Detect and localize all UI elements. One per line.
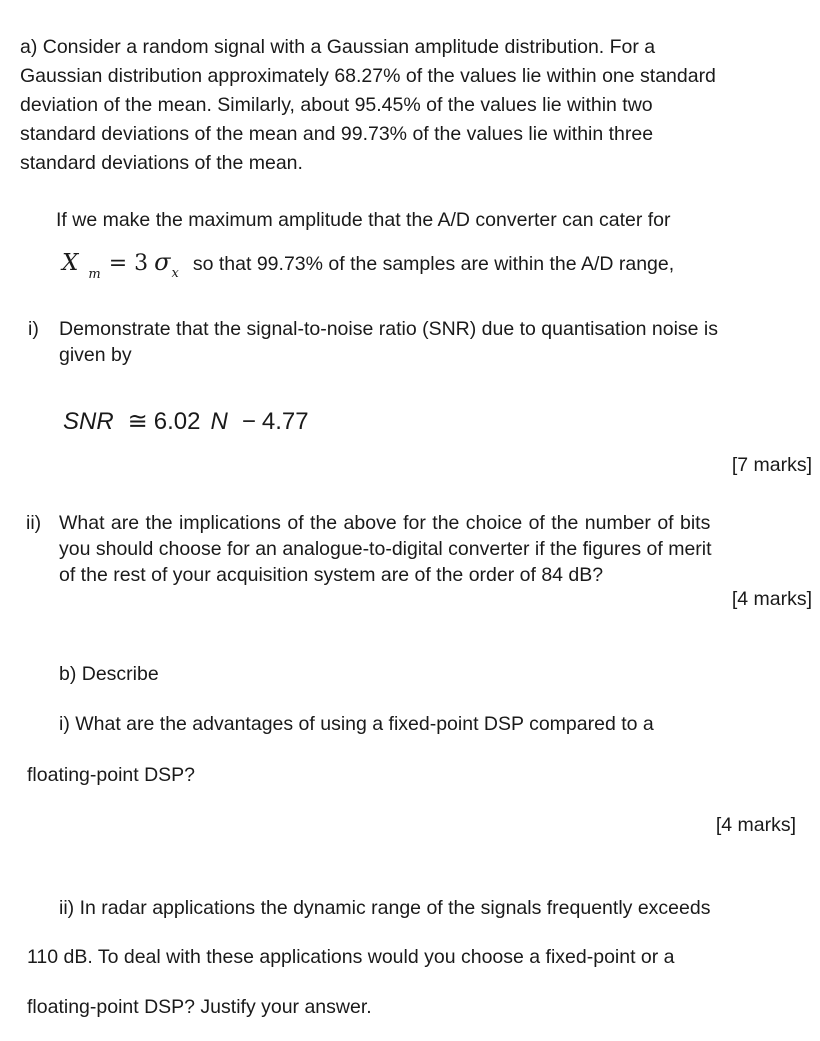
formula-equals-three: = 3: [108, 251, 149, 276]
formula-tail-text: so that 99.73% of the samples are within the A/D range,: [192, 253, 675, 275]
part-b-heading: b) Describe: [59, 663, 159, 685]
formula-sub-m: m: [88, 267, 101, 282]
snr-constant: 4.77: [261, 408, 309, 435]
part-b-question-ii-line-3: floating-point DSP? Justify your answer.: [27, 996, 372, 1018]
condition-line: If we make the maximum amplitude that the A/D converter can cater for: [56, 209, 671, 231]
formula-sigma: σ: [154, 248, 171, 276]
part-a-line-1: a) Consider a random signal with a Gaussian amplitude distribution. For a: [20, 36, 656, 58]
part-a-line-5: standard deviations of the mean.: [20, 152, 303, 174]
part-a-line-2: Gaussian distribution approximately 68.27% of the values lie within one standard: [20, 65, 716, 87]
question-ii-marks: [4 marks]: [731, 588, 812, 610]
formula-sub-x: x: [171, 266, 179, 281]
question-ii-line-3: of the rest of your acquisition system are of the order of 84 dB?: [59, 564, 604, 586]
question-ii-line-1: [59, 512, 812, 535]
question-ii-line-2: you should choose for an analogue-to-digital converter if the figures of merit: [59, 538, 712, 560]
part-b-question-ii-line-1: ii) In radar applications the dynamic range of the signals frequently exceeds: [59, 897, 711, 919]
snr-lhs: SNR: [63, 408, 114, 435]
part-b-question-i-line-2: floating-point DSP?: [27, 764, 196, 786]
question-i-line-2: given by: [59, 344, 132, 366]
question-i-label: i): [28, 318, 39, 340]
question-ii-label: ii): [26, 512, 42, 534]
question-ii-line-1-text: What are the implications of the above for the choice of the number of bits: [59, 512, 711, 534]
part-a-line-4: standard deviations of the mean and 99.73% of the values lie within three: [20, 123, 654, 145]
part-b-question-i-line-1: i) What are the advantages of using a fixed-point DSP compared to a: [59, 713, 654, 735]
formula-var-x: X: [62, 250, 79, 276]
part-b-question-ii-line-2: 110 dB. To deal with these applications would you choose a fixed-point or a: [27, 946, 675, 968]
question-i-line-1: Demonstrate that the signal-to-noise ratio (SNR) due to quantisation noise is: [59, 318, 719, 340]
question-i-marks: [7 marks]: [731, 454, 812, 476]
part-b-question-i-marks: [4 marks]: [715, 814, 796, 836]
snr-variable-n: N: [210, 408, 228, 435]
xm-formula-line: [62, 248, 674, 282]
snr-formula: [63, 407, 309, 436]
snr-approx-symbol: ≅: [127, 407, 148, 435]
snr-coefficient: 6.02: [153, 408, 201, 435]
snr-minus: −: [241, 408, 256, 435]
part-a-line-3: deviation of the mean. Similarly, about 95.45% of the values lie within two: [20, 94, 653, 116]
part-a-paragraph: [20, 33, 810, 178]
